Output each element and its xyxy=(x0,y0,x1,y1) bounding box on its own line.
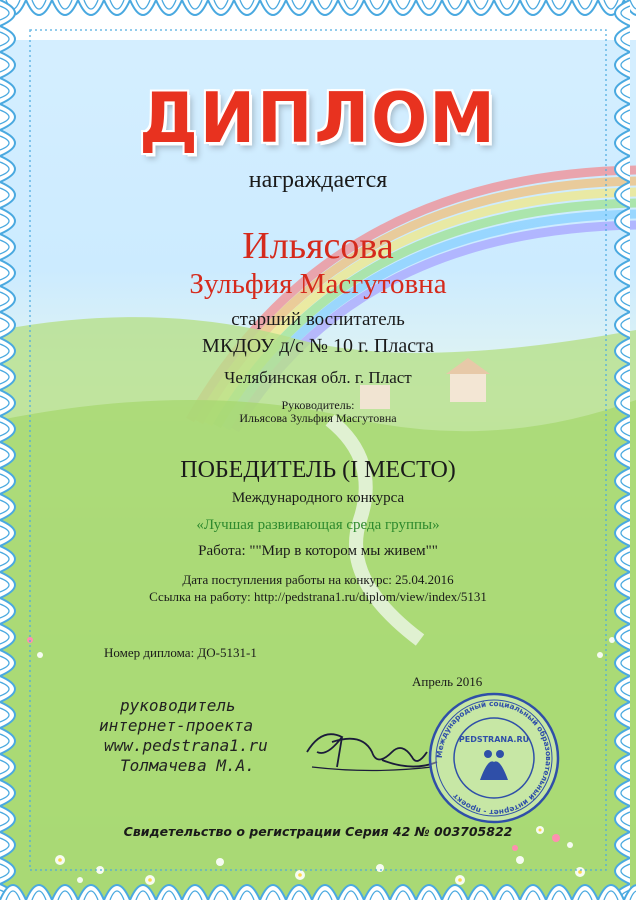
issue-date: Апрель 2016 xyxy=(412,674,483,689)
recipient-organization: МКДОУ д/с № 10 г. Пласта xyxy=(202,335,434,357)
leader-name: Ильясова Зульфия Масгутовна xyxy=(239,411,397,425)
diploma-number: Номер диплома: ДО-5131-1 xyxy=(104,645,257,660)
contest-label: Международного конкурса xyxy=(231,490,405,506)
seal-ring-text: Международный социальный образовательный интернет - проект xyxy=(434,698,554,818)
recipient-region: Челябинская обл. г. Пласт xyxy=(224,368,412,387)
awarded-label: награждается xyxy=(248,167,388,193)
contest-name: «Лучшая развивающая среда группы» xyxy=(196,517,440,533)
work-title: Работа: ""Мир в котором мы живем"" xyxy=(198,543,438,559)
signer-line-1: руководитель xyxy=(120,696,236,715)
seal-center-text: PEDSTRANA.RU xyxy=(458,735,530,744)
leader-label: Руководитель: xyxy=(281,398,355,412)
signer-line-2: интернет-проекта xyxy=(99,716,254,735)
seal-stamp xyxy=(426,690,562,826)
work-link: Ссылка на работу: http://pedstrana1.ru/diplom/view/index/5131 xyxy=(149,589,487,604)
recipient-name: Зульфия Масгутовна xyxy=(189,268,447,300)
recipient-position: старший воспитатель xyxy=(231,309,405,330)
registration-certificate: Свидетельство о регистрации Серия 42 № 003705822 xyxy=(123,824,513,839)
recipient-surname: Ильясова xyxy=(242,225,394,267)
signature xyxy=(302,712,442,782)
diploma-title: ДИПЛОМ xyxy=(139,78,497,159)
signer-line-4: Толмачева М.А. xyxy=(120,756,255,775)
award-place: ПОБЕДИТЕЛЬ (I МЕСТО) xyxy=(180,457,456,483)
signer-line-3: www.pedstrana1.ru xyxy=(104,736,268,755)
received-date: Дата поступления работы на конкурс: 25.04.2016 xyxy=(182,572,454,587)
